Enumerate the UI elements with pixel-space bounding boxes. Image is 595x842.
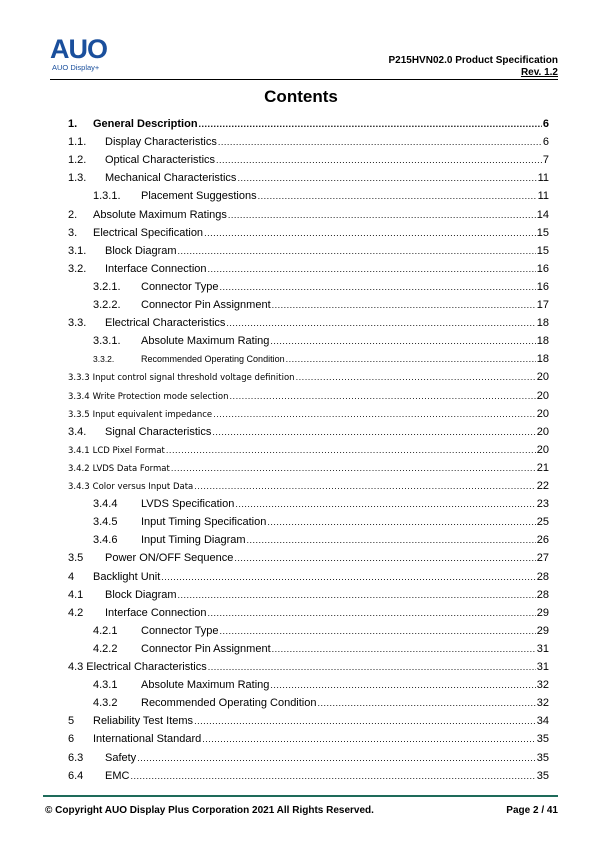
page-number: Page 2 / 41 (506, 805, 558, 816)
toc-entry-number: 3.1. (68, 244, 87, 257)
toc-entry[interactable] (68, 242, 549, 260)
toc-entry-number: 1. (68, 118, 78, 130)
toc-entry-number: 3. (68, 226, 78, 239)
company-logo (50, 36, 114, 76)
toc-entry-title: Optical Characteristics (105, 154, 216, 167)
toc-entry-title: Block Diagram (105, 244, 177, 257)
toc-entry-title: Absolute Maximum Rating (141, 335, 270, 348)
toc-entry-number: 4.2.2 (93, 642, 118, 655)
toc-leader-dots (218, 133, 542, 151)
toc-entry-page: 28 (536, 588, 549, 601)
toc-leader-dots (237, 169, 536, 187)
toc-entry[interactable] (93, 495, 549, 513)
toc-entry-title: Interface Connection (105, 606, 207, 619)
toc-entry[interactable] (93, 622, 549, 640)
toc-entry[interactable] (68, 115, 549, 133)
toc-entry-title: Block Diagram (105, 588, 177, 601)
toc-entry-page: 29 (536, 624, 549, 637)
toc-entry-number: 4.3 (68, 661, 84, 673)
toc-entry-number: 3.3.4 (68, 391, 90, 402)
toc-entry-page: 15 (536, 244, 549, 257)
logo-tagline: AUO Display+ (52, 63, 100, 72)
toc-entry-title: Safety (105, 751, 137, 764)
toc-leader-dots (194, 712, 536, 730)
toc-leader-dots (272, 640, 536, 658)
document-title: P215HVN02.0 Product Specification (388, 55, 558, 66)
toc-entry-page: 18 (536, 317, 549, 330)
toc-entry-title: Electrical Specification (93, 226, 204, 239)
toc-entry-page: 22 (536, 480, 549, 492)
toc-entry[interactable] (93, 694, 549, 712)
logo-wordmark: AUO (50, 34, 107, 64)
toc-entry-page: 32 (536, 697, 549, 710)
toc-entry-number: 3.4.6 (93, 534, 118, 547)
toc-leader-dots (208, 260, 536, 278)
toc-entry-title: Reliability Test Items (93, 715, 194, 728)
toc-leader-dots (272, 296, 536, 314)
toc-entry-number: 3.3. (68, 317, 87, 330)
toc-entry[interactable] (93, 676, 549, 694)
toc-entry-number: 4.3.1 (93, 679, 118, 692)
copyright-notice: © Copyright AUO Display Plus Corporation 2021 All Rights Reserved. (45, 805, 374, 816)
toc-entry-number: 3.3.3 (68, 373, 90, 384)
toc-entry[interactable] (93, 350, 549, 368)
toc-entry-page: 20 (536, 371, 549, 384)
toc-entry-page: 21 (536, 461, 549, 474)
toc-entry-page: 31 (536, 642, 549, 655)
toc-entry-title: Recommended Operating Condition (141, 697, 317, 710)
toc-entry[interactable] (68, 260, 549, 278)
toc-entry-number: 6.4 (68, 769, 84, 782)
toc-entry[interactable] (68, 206, 549, 224)
toc-entry-number: 3.4.1 (68, 445, 90, 456)
toc-entry-number: 3.4.2 (68, 463, 90, 474)
toc-entry[interactable] (68, 151, 549, 169)
toc-entry-number: 1.3.1. (93, 190, 121, 203)
toc-leader-dots (194, 478, 536, 496)
toc-entry-number: 3.3.2. (93, 354, 115, 365)
toc-entry-page: 20 (536, 443, 549, 456)
toc-entry-title: Absolute Maximum Rating (141, 679, 270, 692)
toc-entry-title: Input Timing Diagram (141, 534, 246, 547)
toc-leader-dots (199, 115, 542, 133)
toc-entry-number: 5 (68, 715, 75, 728)
toc-leader-dots (235, 495, 535, 513)
toc-entry-number: 3.2. (68, 262, 87, 275)
toc-entry-page: 27 (536, 552, 549, 565)
toc-leader-dots (234, 549, 535, 567)
toc-entry-title: Electrical Characteristics (105, 317, 226, 330)
toc-leader-dots (213, 406, 536, 424)
toc-entry[interactable] (93, 296, 549, 314)
toc-leader-dots (296, 369, 536, 387)
toc-entry-page: 11 (537, 190, 549, 203)
toc-entry[interactable] (93, 531, 549, 549)
toc-leader-dots (171, 460, 536, 478)
toc-entry-number: 3.4. (68, 425, 87, 438)
toc-entry-number: 4.2 (68, 606, 84, 619)
toc-entry[interactable] (68, 658, 549, 676)
toc-entry-title: Connector Type (141, 280, 219, 293)
toc-entry-number: 2. (68, 208, 78, 221)
toc-leader-dots (137, 749, 536, 767)
toc-entry-page: 23 (536, 498, 549, 511)
toc-entry-page: 28 (536, 570, 549, 583)
toc-entry-number: 3.2.2. (93, 299, 121, 311)
toc-entry-page: 31 (536, 661, 549, 673)
toc-leader-dots (208, 604, 536, 622)
toc-leader-dots (161, 568, 535, 586)
toc-entry[interactable] (68, 749, 549, 767)
toc-entry-page: 15 (536, 226, 549, 239)
toc-entry-page: 32 (536, 679, 549, 692)
toc-entry-title: Input control signal threshold voltage definition (92, 373, 295, 384)
toc-leader-dots (226, 314, 535, 332)
toc-entry-number: 1.3. (68, 172, 87, 185)
toc-entry-title: Power ON/OFF Sequence (105, 552, 234, 565)
toc-entry-page: 17 (536, 299, 549, 311)
toc-entry-title: Connector Pin Assignment (141, 299, 271, 311)
toc-entry-page: 35 (536, 751, 549, 764)
toc-entry[interactable] (68, 712, 549, 730)
toc-entry-page: 7 (542, 154, 549, 167)
toc-entry[interactable] (93, 640, 549, 658)
toc-leader-dots (318, 694, 536, 712)
toc-entry-number: 3.3.5 (68, 409, 90, 420)
toc-entry[interactable] (93, 513, 549, 531)
toc-entry[interactable] (68, 423, 549, 441)
toc-entry-title: Mechanical Characteristics (105, 172, 237, 185)
toc-entry-page: 20 (536, 425, 549, 438)
toc-leader-dots (286, 350, 536, 368)
toc-entry-title: Display Characteristics (105, 136, 217, 149)
toc-entry-number: 3.5 (68, 552, 84, 565)
page-title: Contents (264, 87, 338, 106)
toc-leader-dots (270, 676, 535, 694)
toc-entry-page: 14 (536, 208, 549, 221)
toc-leader-dots (216, 151, 542, 169)
toc-entry-page: 20 (536, 389, 549, 402)
toc-entry-page: 6 (542, 136, 549, 149)
toc-entry-page: 20 (536, 407, 549, 420)
toc-leader-dots (247, 531, 536, 549)
toc-entry-page: 11 (537, 172, 549, 185)
toc-entry[interactable] (68, 767, 549, 785)
toc-entry[interactable] (68, 477, 549, 495)
toc-entry-title: Backlight Unit (93, 570, 161, 583)
toc-entry-number: 6.3 (68, 751, 84, 764)
toc-leader-dots (204, 224, 536, 242)
toc-entry-title: Input Timing Specification (141, 516, 267, 529)
toc-entry[interactable] (68, 586, 549, 604)
toc-entry-title: Input equivalent impedance (92, 409, 213, 420)
toc-leader-dots (166, 442, 536, 460)
toc-entry-page: 18 (536, 335, 549, 348)
footer-divider (43, 795, 558, 797)
toc-entry-number: 3.4.5 (93, 516, 118, 529)
toc-entry[interactable] (68, 405, 549, 423)
toc-entry-title: Connector Pin Assignment (141, 642, 271, 655)
toc-leader-dots (219, 622, 535, 640)
toc-entry-page: 16 (536, 262, 549, 275)
toc-leader-dots (208, 658, 536, 676)
toc-leader-dots (219, 278, 535, 296)
toc-entry[interactable] (68, 568, 549, 586)
toc-entry-number: 1.2. (68, 154, 87, 167)
toc-entry-page: 26 (536, 534, 549, 547)
toc-entry-number: 4.2.1 (93, 624, 118, 637)
toc-entry-title: Placement Suggestions (141, 190, 257, 203)
toc-entry-title: Connector Type (141, 624, 219, 637)
toc-entry-title: Interface Connection (105, 262, 207, 275)
toc-entry[interactable] (93, 187, 549, 205)
toc-leader-dots (202, 730, 536, 748)
toc-entry-title: International Standard (93, 733, 202, 746)
toc-entry-page: 18 (536, 353, 549, 366)
toc-entry-page: 35 (536, 733, 549, 746)
toc-entry-number: 3.4.3 (68, 482, 90, 492)
toc-entry-title: Electrical Characteristics (86, 661, 207, 673)
toc-entry-page: 25 (536, 516, 549, 529)
toc-entry-title: LVDS Data Format (92, 463, 170, 474)
toc-leader-dots (267, 513, 535, 531)
toc-entry-number: 4 (68, 570, 75, 583)
toc-entry-number: 3.2.1. (93, 280, 121, 293)
toc-entry-title: Absolute Maximum Ratings (93, 208, 227, 221)
toc-entry[interactable] (68, 604, 549, 622)
toc-entry[interactable] (68, 549, 549, 567)
toc-entry-page: 16 (536, 280, 549, 293)
toc-leader-dots (230, 388, 536, 406)
toc-entry-title: Recommended Operating Condition (141, 354, 285, 365)
toc-leader-dots (178, 242, 536, 260)
toc-entry-title: Color versus Input Data (92, 482, 194, 492)
toc-entry-title: EMC (105, 769, 130, 782)
revision-label: Rev. 1.2 (520, 67, 558, 78)
toc-entry[interactable] (93, 332, 549, 350)
header-divider (50, 79, 558, 80)
toc-leader-dots (130, 767, 535, 785)
toc-entry[interactable] (68, 224, 549, 242)
toc-entry-title: General Description (93, 118, 198, 130)
toc-leader-dots (178, 586, 536, 604)
toc-entry-title: Write Protection mode selection (92, 391, 229, 402)
toc-entry[interactable] (68, 387, 549, 405)
toc-entry-number: 3.3.1. (93, 335, 121, 348)
toc-entry[interactable] (93, 278, 549, 296)
toc-leader-dots (228, 206, 536, 224)
toc-entry[interactable] (68, 730, 549, 748)
toc-entry[interactable] (68, 441, 549, 459)
toc-entry-number: 6 (68, 733, 75, 746)
toc-entry-title: LCD Pixel Format (92, 445, 165, 456)
toc-entry[interactable] (68, 133, 549, 151)
toc-leader-dots (270, 332, 535, 350)
toc-entry[interactable] (68, 314, 549, 332)
toc-entry[interactable] (68, 169, 549, 187)
toc-entry-title: Signal Characteristics (105, 425, 212, 438)
toc-entry-number: 4.3.2 (93, 697, 118, 710)
toc-entry-page: 29 (536, 606, 549, 619)
toc-entry-title: LVDS Specification (141, 498, 235, 511)
toc-entry-page: 6 (542, 118, 549, 130)
toc-entry-page: 35 (536, 769, 549, 782)
toc-entry-number: 1.1. (68, 136, 87, 149)
toc-leader-dots (258, 187, 537, 205)
toc-leader-dots (212, 423, 535, 441)
toc-entry-number: 3.4.4 (93, 498, 118, 511)
toc-entry-number: 4.1 (68, 588, 84, 601)
toc-entry[interactable] (68, 459, 549, 477)
toc-entry[interactable] (68, 368, 549, 386)
toc-entry-page: 34 (536, 715, 549, 728)
